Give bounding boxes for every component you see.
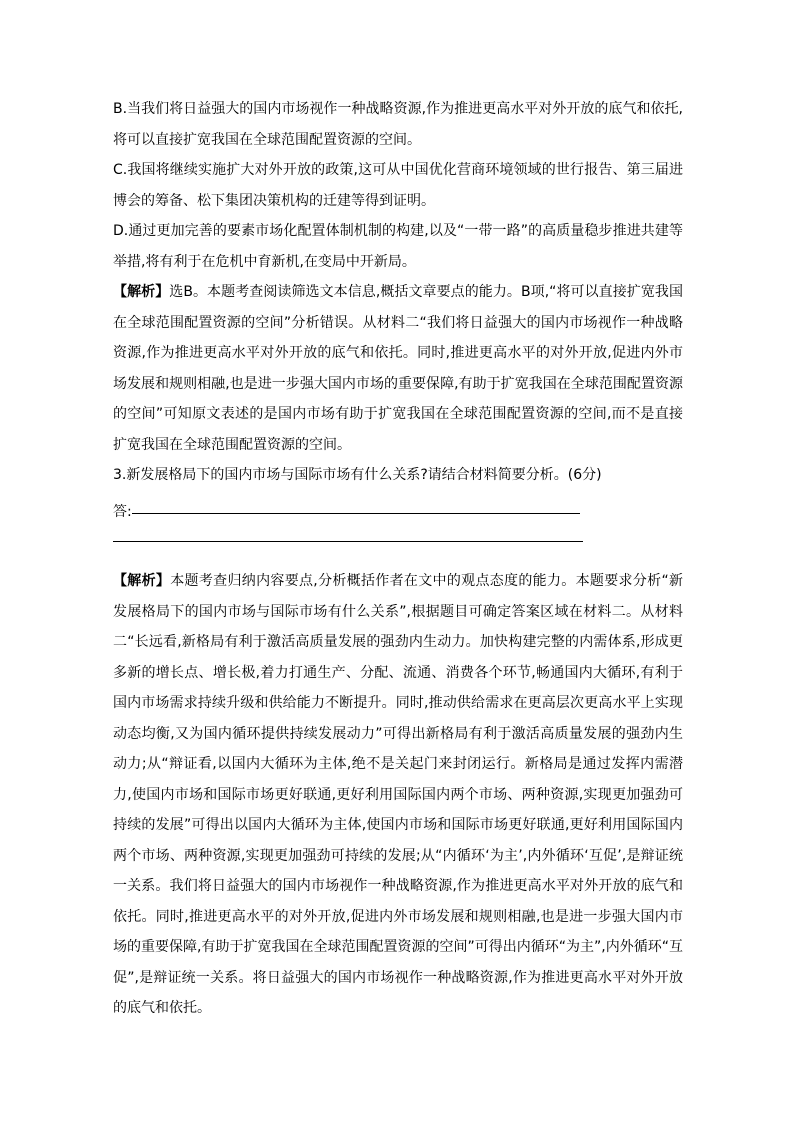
document-page (113, 94, 683, 1024)
analysis-2 (113, 566, 683, 1024)
question-3: 3.新发展格局下的国内市场与国际市场有什么关系?请结合材料简要分析。(6分) (113, 467, 602, 483)
analysis-2-text: 本题考查归纳内容要点,分析概括作者在文中的观点态度的能力。本题要求分析“新发展格局下的国内市场与国际市场有什么关系”,根据题目可确定答案区域在材料二。从材料二“长远看,新格局有利于激活高质量发展的强劲内生动力。加快构建完整的内需体系,形成更多新的增长点、增长极,着力打通生产、分配、流通、消费各个环节,畅通国内大循环,有利于国内市场需求持续升级和供给能力不断提升。同时,推动供给需求在更高层次更高水平上实现动态均衡,又为国内循环提供持续发展动力”可得出新格局有利于激活高质量发展的强劲内生动力;从“辩证看,以国内大循环为主体,绝不是关起门来封闭运行。新格局是通过发挥内需潜力,使国内市场和国际市场更好联通,更好利用国际国内两个市场、两种资源,实现更加强劲可持续的发展”可得出以国内大循环为主体,使国内市场和国际市场更好联通,更好利用国际国内两个市场、两种资源,实现更加强劲可持续的发展;从“内循环‘为主’,内外循环‘互促’,是辩证统一关系。我们将日益强大的国内市场视作一种战略资源,作为推进更高水平对外开放的底气和依托。同时,推进更高水平的对外开放,促进内外市场发展和规则相融,也是进一步强大国内市场的重要保障,有助于扩宽我国在全球范围配置资源的空间”可得出内循环“为主”,内外循环“互促”,是辩证统一关系。将日益强大的国内市场视作一种战略资源,作为推进更高水平对外开放的底气和依托。 (113, 573, 684, 1016)
answer-label: 答: (113, 504, 132, 520)
analysis-tag: 【解析】 (113, 284, 170, 300)
option-b: B.当我们将日益强大的国内市场视作一种战略资源,作为推进更高水平对外开放的底气和依托,将可以直接扩宽我国在全球范围配置资源的空间。 (113, 101, 683, 148)
answer-underline-1[interactable] (132, 491, 580, 514)
analysis-1 (113, 277, 683, 460)
option-d: D.通过更加完善的要素市场化配置体制机制的构建,以及“一带一路”的高质量稳步推进共建等举措,将有利于在危机中育新机,在变局中开新局。 (113, 223, 683, 270)
analysis-1-text: 选B。本题考查阅读筛选文本信息,概括文章要点的能力。B项,“将可以直接扩宽我国在全球范围配置资源的空间”分析错误。从材料二“我们将日益强大的国内市场视作一种战略资源,作为推进更高水平对外开放的底气和依托。同时,推进更高水平的对外开放,促进内外市场发展和规则相融,也是进一步强大国内市场的重要保障,有助于扩宽我国在全球范围配置资源的空间”可知原文表述的是国内市场有助于扩宽我国在全球范围配置资源的空间,而不是直接扩宽我国在全球范围配置资源的空间。 (113, 284, 683, 453)
answer-row (113, 491, 683, 522)
analysis-tag: 【解析】 (113, 573, 171, 589)
option-c: C.我国将继续实施扩大对外开放的政策,这可从中国优化营商环境领域的世行报告、第三届进博会的筹备、松下集团决策机构的迁建等得到证明。 (113, 162, 683, 209)
answer-underline-2[interactable] (113, 521, 583, 542)
